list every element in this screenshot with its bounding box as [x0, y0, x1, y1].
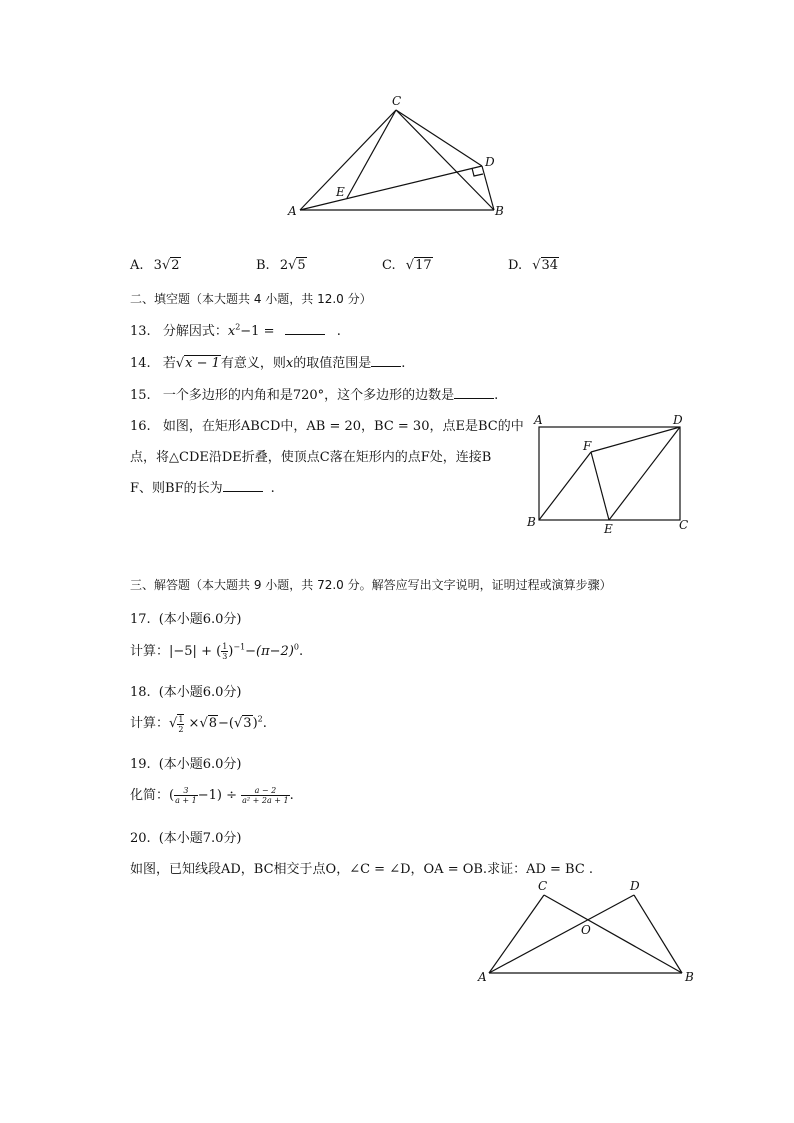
answer-blank-15[interactable]: [454, 398, 494, 399]
figure-q16: [522, 410, 697, 540]
option-b: B. 2√5: [256, 258, 306, 273]
fig20-label-c: C: [538, 879, 548, 893]
question-18-body: 计算：√ $\frac{1}{2}$ $\times√8-(√3)^2$.: [130, 714, 267, 734]
question-17-body: 计算：|−5| + ( $\frac{1}{3}$ )$^{-1}-(\pi-2)^0$.: [130, 642, 304, 661]
fig16-label-c: C: [679, 518, 689, 532]
fig20-label-d: D: [630, 879, 640, 893]
fig16-label-e: E: [604, 522, 613, 536]
question-16-line1: 16. 如图，在矩形ABCD中，AB = 20，BC = 30，点E是BC的中: [130, 419, 524, 434]
fig12-label-d: D: [485, 155, 495, 169]
fig12-label-b: B: [495, 204, 504, 218]
fig16-label-d: D: [673, 413, 683, 427]
figure-q20: [472, 875, 702, 990]
figure-q12: [280, 90, 510, 225]
question-18-header: 18. (本小题6.0分): [130, 685, 242, 700]
fig16-label-f: F: [583, 439, 592, 453]
question-16-line3: F、则BF的长为 .: [130, 481, 275, 496]
question-15: 15. 一个多边形的内角和是720°，这个多边形的边数是 .: [130, 388, 499, 403]
option-d: D. √34: [508, 258, 559, 273]
question-20-header: 20. (本小题7.0分): [130, 831, 242, 846]
fig16-label-b: B: [527, 515, 536, 529]
section3-heading: 三、解答题（本大题共 9 小题，共 72.0 分。解答应写出文字说明，证明过程或演算步骤）: [130, 578, 612, 592]
fig12-label-e: E: [336, 185, 345, 199]
fig12-label-c: C: [392, 94, 402, 108]
question-19-header: 19. (本小题6.0分): [130, 757, 242, 772]
question-17-header: 17. (本小题6.0分): [130, 612, 242, 627]
fig20-label-b: B: [685, 970, 694, 984]
fig20-label-a: A: [478, 970, 487, 984]
answer-blank-16[interactable]: [223, 491, 263, 492]
fig16-label-a: A: [534, 413, 543, 427]
answer-blank-13[interactable]: [285, 334, 325, 335]
question-19-body: 化简：( $\frac{3}{a + 1}$ −1) ÷ $\frac{a - 2}{\text{a² + 2a + 1}}$ .: [130, 786, 294, 805]
option-a: A. 3√2: [130, 258, 180, 273]
option-c: C. √17: [382, 258, 432, 273]
question-16-line2: 点，将△CDE沿DE折叠，使顶点C落在矩形内的点F处，连接B: [130, 450, 492, 465]
fig20-label-o: O: [581, 923, 591, 937]
question-14: 14. 若√x − 1有意义，则x的取值范围是 .: [130, 356, 406, 371]
answer-blank-14[interactable]: [371, 366, 401, 367]
question-20-body: 如图，已知线段AD，BC相交于点O，∠C = ∠D，OA = OB.求证：AD = BC .: [130, 862, 594, 877]
question-13: 13. 分解因式：$x^2-1$ = .: [130, 322, 341, 339]
fig12-label-a: A: [288, 204, 297, 218]
section2-heading: 二、填空题（本大题共 4 小题，共 12.0 分）: [130, 292, 372, 306]
